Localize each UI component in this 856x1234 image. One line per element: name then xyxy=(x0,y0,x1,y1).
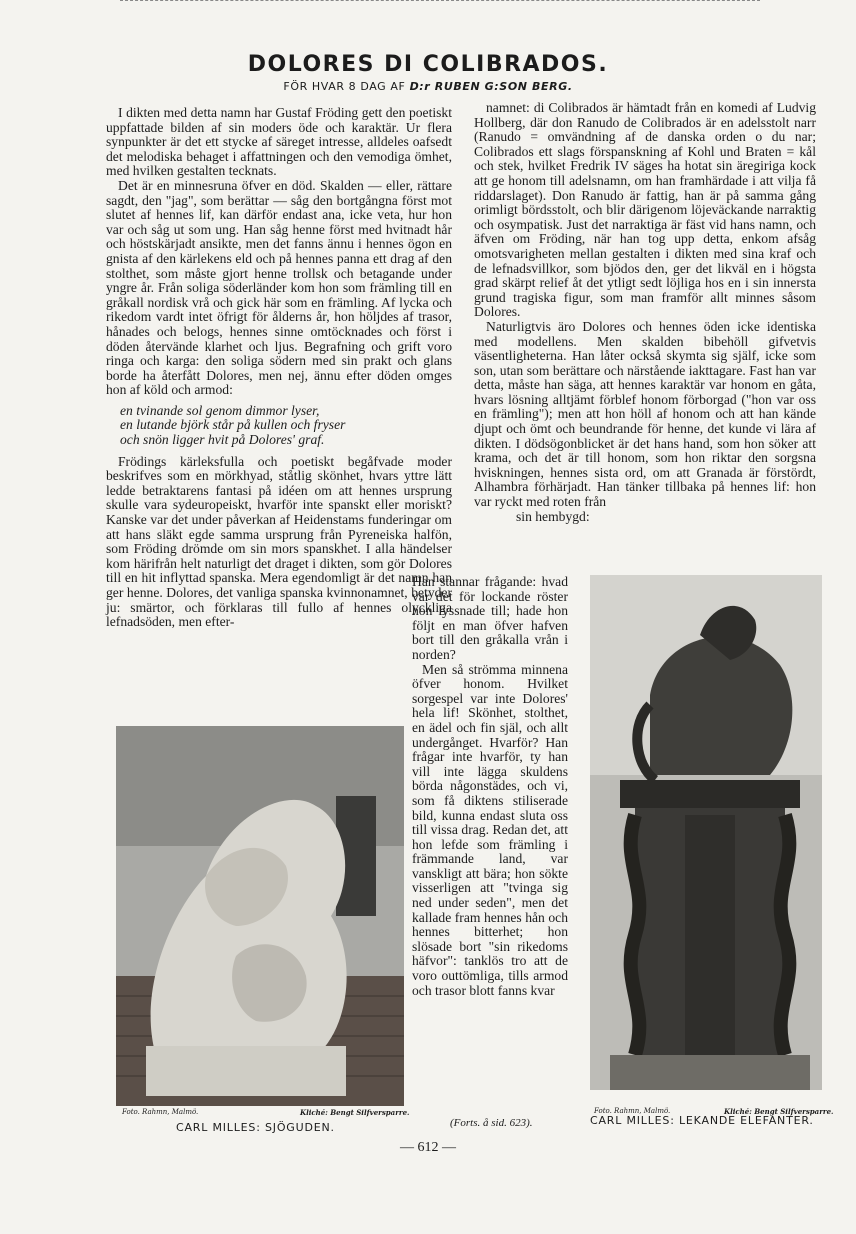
page-number: — 612 — xyxy=(400,1140,456,1155)
sculpture-sjoguden-image xyxy=(116,726,404,1106)
article-subtitle xyxy=(0,80,856,93)
verse-line: en lutande björk står på kullen och fryser xyxy=(120,417,346,433)
column-right xyxy=(474,101,816,524)
sculpture-elefanter-image xyxy=(590,575,822,1090)
photo-credit: Foto. Rahmn, Malmö. xyxy=(122,1108,199,1116)
poem-quote xyxy=(120,404,452,448)
top-border-line xyxy=(120,0,760,2)
verse-line: och snön ligger hvit på Dolores' graf. xyxy=(120,432,325,448)
paragraph-end: sin hembygd: xyxy=(516,508,590,524)
photo-caption: CARL MILLES: SJÖGUDEN. xyxy=(176,1121,335,1134)
paragraph: Naturligtvis äro Dolores och hennes öden icke identiska med modellens. Men skalden bibehöll gifvetvis väsentligheterna. Han låter också skymta sig själf, icke som son, utan som berättare och närstående iakttagare. Fast han var detta, måste han säga, att hennes karaktär var honom en gåta, hvars lösning alltjämt förblef honom förborgad ("hon var oss en främling"); men att hon höll af honom och att han kände djupt och ömt och beundrande för henne, det kunde vi lära af dikten. I dödsögonblicket är det hans hand, som hon söker att krama, och det är till honom, som hon riktar den sorgsna hviskningen, hennes sista ord, om att Granada är förstördt, Alhambra förhärjadt. Han tänker tillbaka på hennes lif: hon var ryckt med roten från xyxy=(474,318,816,510)
photo-sjoguden xyxy=(116,726,404,1106)
paragraph: namnet: di Colibrados är hämtadt från en komedi af Ludvig Hollberg, där don Ranudo de Colibrados är en adelsstolt narr (Ranudo = omvändning af de danska orden o du nar; Colibrados ett slags förspanskning af Kohl und Braten = kål och stek, hvilket Fredrik IV säges ha hotat sin äregiriga kock att ge honom till adelsnamn, om han framhärdade i att vilja få riddarslaget). Don Ranudo är fattig, han är på samma gång orimligt bördsstolt, och blir därigenom löjeväckande narraktig och osympatisk. Just det narraktiga är fäst vid hans namn, och äfven om Fröding, när han tog upp detta, enkom afsåg omotsvarigheten mellan gestalten i dikten med sina kraf och de lefnadsvillkor, som bjödos den, ger det likväl en i högsta grad skärpt relief åt det ytligt sedt löjliga hos en i sin innersta grund tragiska figur, som man framför allt minnes såsom Dolores. xyxy=(474,100,816,320)
verse-line: en tvinande sol genom dimmor lyser, xyxy=(120,402,320,418)
photo-lekande-elefanter xyxy=(590,575,822,1090)
column-left xyxy=(106,106,452,630)
column-middle-narrow xyxy=(412,575,568,998)
article-title: DOLORES DI COLIBRADOS. xyxy=(247,52,609,77)
cliche-credit: Kliché: Bengt Silfversparre. xyxy=(724,1107,834,1116)
article-author: D:r RUBEN G:SON BERG. xyxy=(409,80,573,93)
paragraph: Frödings kärleksfulla och poetiskt begåfvade moder beskrifves som en mörkhyad, ståtlig skönhet, hvars yttre lätt ledde betraktarens fantasi på idéen om att hennes ursprung skulle vara sydeuropeiskt, hvarför inte spanskt eller moriskt? Kanske var det under påverkan af Heidenstams funderingar om att hans släkt egde samma ursprung från Pyreneiska halfön, som Fröding drömde om sin mors spanskhet. I alla händelser kom härifrån helt naturligt det draget i dikten, som gör Dolores till en hit inflyttad spanska. Mera egendomligt är det namn han ger henne. Dolores, det vanliga spanska kvinnonamnet, betyder ju: smärtor, och förklaras till fullo af hennes olyckliga lefnadsöden, men efter- xyxy=(106,453,452,630)
cliche-credit: Kliché: Bengt Silfversparre. xyxy=(300,1108,410,1117)
paragraph: Han stannar frågande: hvad var det för lockande röster hon lyssnade till; hade hon följt en man öfver hafven bort till den gråkalla vrån i norden? xyxy=(412,574,568,662)
paragraph: Men så strömma minnena öfver honom. Hvilket sorgespel var inte Dolores' hela lif! Skönhet, stolthet, en ädel och fin själ, och allt undergånget. Hvarför? Han frågar inte hvarför, ty han vill inte lägga skuldens börda någonstädes, och vi, som få diktens stiliserade bild, kunna endast sluta oss till vissa drag. Redan det, att hon lefde som främling i främmande land, var vanskligt att bära; hon sökte visserligen att "tvinga sig ned under seden", men det kallade fram hennes hån och hennes bitterhet; hon slösade bort "sin rikedoms häfvor": tanklös tro att de voro outtömliga, tills armod och trasor blott fanns kvar xyxy=(412,661,568,998)
paragraph: I dikten med detta namn har Gustaf Fröding gett den poetiskt uppfattade bilden af sin moders öde och karaktär. Ur flera synpunkter är det ett stycke af säreget intresse, alldeles oafsedt det melodiska behaget i affattningen och den vemodiga ömhet, med hvilken gestalten tecknats. xyxy=(106,105,452,179)
photo-caption: CARL MILLES: LEKANDE ELEFANTER. xyxy=(590,1114,814,1127)
subtitle-prefix: FÖR HVAR 8 DAG AF xyxy=(283,80,406,93)
paragraph: Det är en minnesruna öfver en död. Skalden — eller, rättare sagdt, den "jag", som berättar — såg den bortgångna först mot slutet af hennes lif, kan därför endast ana, icke veta, hur hon var och såg ut som ung. Han såg henne först med hvitnadt hår och höstskärjadt ansikte, men det fanns ännu i hennes ögon en gnista af den kärlekens eld och på hennes panna ett drag af den stolthet, som måste gjort henne trollsk och betagande under yngre år. Från soliga söderländer kom hon som främling till en gråkall nordisk vrå och gick här som en främling. Af lycka och rikedom vardt intet öfrigt för ålderns år, hon höljdes af trasor, hånades och belogs, hennes sinne omtöcknades och först i döden återvände klarhet och ljus. Begrafning och grift voro ringa och karga: den soliga södern med sin prakt och glans borde ha återfått Dolores, men nej, ännu efter döden omges hon af köld och armod: xyxy=(106,177,452,398)
photo-credit: Foto. Rahmn, Malmö. xyxy=(594,1107,671,1115)
continuation-note: (Forts. å sid. 623). xyxy=(450,1117,533,1129)
